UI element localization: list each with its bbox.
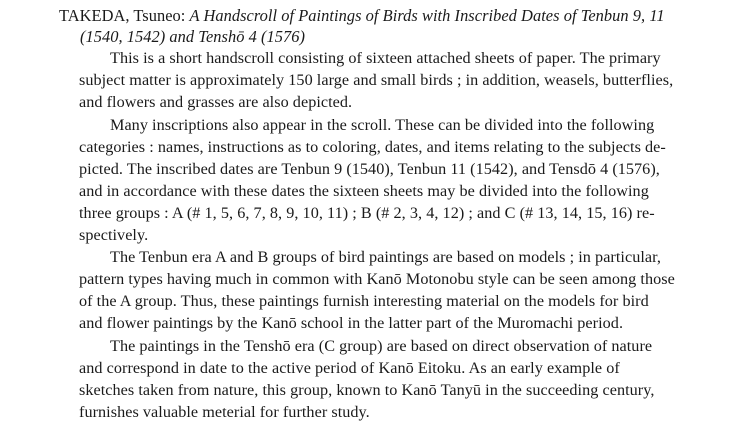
paragraph-4-line-4: furnishes valuable meterial for further study. [79,403,370,421]
article-title-line-2 [80,27,305,47]
paragraph-2-line-2: categories : names, instructions as to coloring, dates, and items relating to the subjects de- [79,138,666,156]
title-separator: : [180,6,186,25]
paragraph-3-line-3: of the A group. Thus, these paintings furnish interesting material on the models for bird [79,292,649,310]
paragraph-3-line-2: pattern types having much in common with Kanō Motonobu style can be seen among those [79,270,675,288]
article-title-line-1 [59,6,665,26]
paragraph-2-line-6: spectively. [79,226,149,244]
paragraph-1-line-1: This is a short handscroll consisting of sixteen attached sheets of paper. The primary [110,49,661,67]
paragraph-4-line-2: and correspond in date to the active period of Kanō Eitoku. As an early example of [79,359,620,377]
paragraph-2-line-5: three groups : A (# 1, 5, 6, 7, 8, 9, 10, 11) ; B (# 2, 3, 4, 12) ; and C (# 13, 14, 15, 16) re- [79,204,655,222]
paragraph-2-line-3: picted. The inscribed dates are Tenbun 9 (1540), Tenbun 11 (1542), and Tensdō 4 (1576), [79,160,660,178]
paragraph-3-line-4: and flower paintings by the Kanō school in the latter part of the Muromachi period. [79,314,624,332]
author-name: TAKEDA, Tsuneo [59,6,181,25]
paragraph-4-line-3: sketches taken from nature, this group, known to Kanō Tanyū in the succeeding century, [79,381,655,399]
article-title-continued: (1540, 1542) and Tenshō 4 (1576) [80,27,305,46]
paragraph-4-line-1: The paintings in the Tenshō era (C group) are based on direct observation of nature [110,337,653,355]
paragraph-1-line-3: and flowers and grasses are also depicted. [79,93,353,111]
paragraph-3-line-1: The Tenbun era A and B groups of bird paintings are based on models ; in particular, [110,248,662,266]
paragraph-2-line-1: Many inscriptions also appear in the scroll. These can be divided into the following [110,116,655,134]
paragraph-1-line-2: subject matter is approximately 150 large and small birds ; in addition, weasels, butterflies, [79,71,674,89]
article-title: A Handscroll of Paintings of Birds with Inscribed Dates of Tenbun 9, 11 [189,6,665,25]
paragraph-2-line-4: and in accordance with these dates the sixteen sheets may be divided into the following [79,182,649,200]
